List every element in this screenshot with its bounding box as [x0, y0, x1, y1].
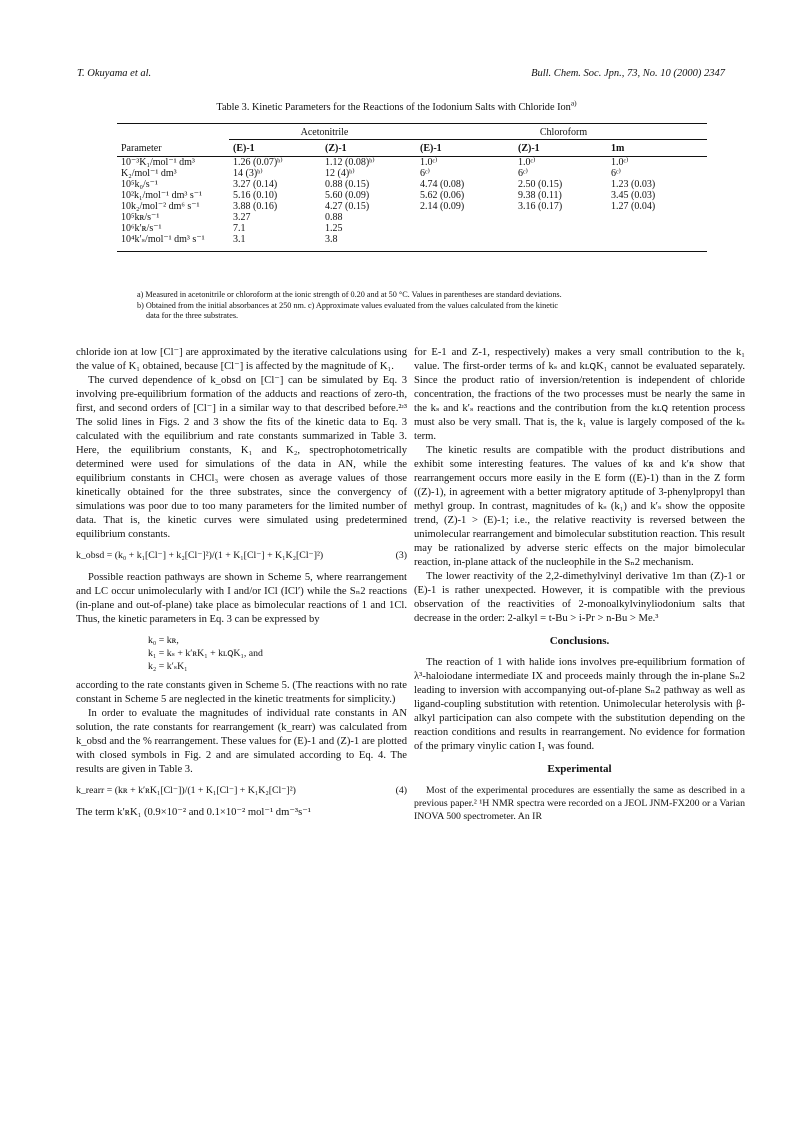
table-cell: 1.0ᶜ⁾	[420, 157, 438, 168]
table-cell: 0.88 (0.15)	[325, 179, 370, 190]
table-cell: 1.0ᶜ⁾	[518, 157, 536, 168]
paragraph: The lower reactivity of the 2,2-dimethylvinyl derivative 1m than (Z)-1 or (E)-1 is rather unexpected. However, it is compatible with the previous observation of the reactivities of 2-monoalkylvinyliodonium salts that decrease in the order: 2-alkyl = t-Bu > i-Pr > n-Bu > Me.³	[414, 571, 745, 624]
equation-4	[76, 784, 407, 798]
table-row	[117, 157, 707, 169]
table-cell: 7.1	[233, 223, 246, 234]
section-heading-experimental: Experimental	[547, 763, 612, 775]
table-cell: 1.26 (0.07)ᵇ⁾	[233, 157, 283, 168]
table-cell: 3.27	[233, 212, 251, 223]
header-1m-chcl3: 1m	[607, 140, 707, 157]
table-row	[117, 201, 707, 212]
table-cell: 2.14 (0.09)	[420, 201, 465, 212]
table-footnote-c-cont: data for the three substrates.	[146, 311, 239, 321]
group-chloroform: Chloroform	[416, 124, 707, 140]
paragraph: for E-1 and Z-1, respectively) makes a very small contribution to the k₁ value. The first-order terms of kₛ and kʟꞯK₁ cannot be evaluated separately. Since the product ratio of inversion/retention is independent of chloride concentration, the fractions of the two processes must be nearly the same in the kₛ and k′ₛ reactions and the contribution from the kʟꞯ retention process must also be very small. That is, the k₁ value is largely composed of the kₛ term.	[414, 347, 745, 442]
equation-k0: k₀ = kʀ,	[148, 635, 179, 646]
table-cell	[416, 234, 514, 245]
table-cell: 3.45 (0.03)	[611, 190, 656, 201]
table-cell: K₂/mol⁻¹ dm³	[121, 168, 177, 179]
running-header-journal: Bull. Chem. Soc. Jpn., 73, No. 10 (2000) 2347	[531, 68, 725, 79]
running-header-authors: T. Okuyama et al.	[77, 68, 152, 79]
table-cell: 10k₂/mol⁻² dm⁶ s⁻¹	[121, 201, 200, 212]
table-row	[117, 168, 707, 179]
table-footnote-bc: b) Obtained from the initial absorbances at 250 nm. c) Approximate values evaluated from the values calculated from the kinetic	[137, 300, 559, 310]
header-z1-chcl3: (Z)-1	[514, 140, 607, 157]
table-cell: 4.74 (0.08)	[420, 179, 465, 190]
table-cell: 3.16 (0.17)	[518, 201, 563, 212]
header-e1-chcl3: (E)-1	[416, 140, 514, 157]
table-cell: 3.1	[233, 234, 246, 245]
table-cell: 4.27 (0.15)	[325, 201, 370, 212]
paragraph: according to the rate constants given in Scheme 5. (The reactions with no rate constant in Scheme 5 are neglected in the kinetic treatments for simplicity.)	[76, 680, 407, 705]
table-cell	[607, 212, 707, 223]
equation-4-number: (4)	[395, 785, 407, 796]
paragraph: Most of the experimental procedures are essentially the same as described in a previous paper.² ¹H NMR spectra were recorded on a JEOL JNM-FX200 or a Varian INOVA 500 spectrometer. An IR	[414, 785, 745, 822]
table-caption-text: Table 3. Kinetic Parameters for the Reactions of the Iodonium Salts with Chloride Ion	[216, 102, 571, 113]
table-row	[117, 223, 707, 234]
table-cell: 5.60 (0.09)	[325, 190, 370, 201]
table-cell: 6ᶜ⁾	[611, 168, 622, 179]
table-cell: 2.50 (0.15)	[518, 179, 563, 190]
table-cell: 1.0ᶜ⁾	[611, 157, 629, 168]
table-cell: 10⁻³K₁/mol⁻¹ dm³	[121, 157, 195, 168]
equation-4-body: k_rearr = (kʀ + k′ʀK₁[Cl⁻])/(1 + K₁[Cl⁻] + K₁K₂[Cl⁻]²)	[76, 785, 296, 796]
table-footnote-a: a) Measured in acetonitrile or chloroform at the ionic strength of 0.20 and at 50 °C. Values in parentheses are standard deviations.	[137, 290, 562, 299]
table-caption-footnote-mark: a)	[570, 98, 577, 108]
paragraph: Possible reaction pathways are shown in Scheme 5, where rearrangement and LC occur unimolecularly with I and/or ICl (ICl′) while the Sₙ2 reactions (in-plane and out-of-plane) take place as bimolecular reactions of 1 and 1Cl. Thus, the kinetic parameters in Eq. 3 can be expressed by	[76, 572, 407, 625]
table-cell: 10⁵kʀ/s⁻¹	[121, 212, 160, 223]
table-cell: 0.88	[325, 212, 343, 223]
group-acetonitrile: Acetonitrile	[229, 124, 416, 140]
equation-3-body: k_obsd = (k₀ + k₁[Cl⁻] + k₂[Cl⁻]²)/(1 + K₁[Cl⁻] + K₁K₂[Cl⁻]²)	[76, 550, 324, 561]
table-row	[117, 212, 707, 223]
equation-k2: k₂ = k′ₛK₁	[148, 661, 188, 672]
rate-constant-equations	[148, 634, 407, 673]
paragraph: In order to evaluate the magnitudes of individual rate constants in AN solution, the rate constants for rearrangement (k_rearr) was calculated from k_obsd and the % rearrangement. These values for (E)-1 and (Z)-1 are plotted with closed symbols in Fig. 2 and are simulated according to Eq. 4. The results are given in Table 3.	[76, 708, 407, 775]
table-footnotes	[137, 290, 697, 322]
left-text-column	[76, 346, 407, 820]
table-row	[117, 190, 707, 201]
table-cell: 6ᶜ⁾	[518, 168, 529, 179]
table-cell: 5.16 (0.10)	[233, 190, 278, 201]
table-row	[117, 179, 707, 190]
table-cell: 3.27 (0.14)	[233, 179, 278, 190]
table-cell: 3.88 (0.16)	[233, 201, 278, 212]
paragraph: chloride ion at low [Cl⁻] are approximated by the iterative calculations using the value of K₁ obtained, because [Cl⁻] is affected by the magnitude of K₁.	[76, 347, 407, 372]
paragraph: The kinetic results are compatible with the product distributions and exhibit some interesting features. The values of kʀ and k′ʀ show that rearrangement occurs more easily in the E form ((E)-1) than in the Z form ((Z)-1), in agreement with a better migratory aptitude of 3-phenylpropyl than methyl group. In contrast, magnitudes of kₛ (k₁) and k′ₛ show the opposite trend, (Z)-1 > (E)-1; i.e., the relative reactivity is reversed between the unimolecular rearrangement and bimolecular substitution reaction. This result may be rationalized by adverse steric effects on the major bimolecular reaction, in-plane attack of the nucleophile in the Sₙ2 mechanism.	[414, 445, 745, 568]
paragraph: The reaction of 1 with halide ions involves pre-equilibrium formation of λ³-haloiodane intermediate IX and proceeds mainly through the in-plane Sₙ2 leading to inversion with accompanying out-of-plane Sₙ2 pathway as well as ligand-coupling substitution with retention. Unimolecular heterolysis with β-alkyl participation can also compete with the substitution depending on the reaction conditions and results in rearrangement. No evidence for formation of the primary vinylic cation I₁ was found.	[414, 657, 745, 752]
paragraph: The curved dependence of k_obsd on [Cl⁻] can be simulated by Eq. 3 involving pre-equilibrium formation of the adducts and reactions of zero-th, first, and second orders of [Cl⁻] in a similar way to that described before.²ʴ³ The solid lines in Figs. 2 and 3 show the fits of the kinetic data to Eq. 3 calculated with the equilibrium and rate constants summarized in Table 3. Here, the equilibrium constants, K₁ and K₂, spectrophotometrically determined were used for simulations of the data in AN, while the equilibrium constants in CHCl₃ were chosen as average values of those kinetically obtained for the three substrates, since the convergency of simulations was poor due to too many parameters for the limited number of data. That is, the kinetic curves were simulated using predetermined equilibrium constants.	[76, 375, 407, 540]
table-caption	[0, 98, 793, 113]
table-cell: 10⁶k′ʀ/s⁻¹	[121, 223, 162, 234]
table-cell: 12 (4)ᵇ⁾	[325, 168, 355, 179]
header-parameter: Parameter	[117, 140, 229, 157]
table-cell: 6ᶜ⁾	[420, 168, 431, 179]
header-e1-an: (E)-1	[229, 140, 321, 157]
table-cell: 3.8	[325, 234, 338, 245]
table-cell	[607, 223, 707, 234]
equation-3	[76, 549, 407, 563]
table-cell	[514, 223, 607, 234]
table-cell: 10²k₁/mol⁻¹ dm³ s⁻¹	[121, 190, 203, 201]
table-cell: 1.27 (0.04)	[611, 201, 656, 212]
table-cell	[416, 212, 514, 223]
table-cell: 1.12 (0.08)ᵇ⁾	[325, 157, 375, 168]
header-z1-an: (Z)-1	[321, 140, 416, 157]
table-cell: 10⁵k₀/s⁻¹	[121, 179, 158, 190]
equation-3-number: (3)	[395, 550, 407, 561]
table-cell: 1.23 (0.03)	[611, 179, 656, 190]
table-cell: 5.62 (0.06)	[420, 190, 465, 201]
table-cell: 1.25	[325, 223, 343, 234]
table-cell	[416, 223, 514, 234]
paragraph: The term k′ʀK₁ (0.9×10⁻² and 0.1×10⁻² mol⁻¹ dm⁻³s⁻¹	[76, 807, 311, 818]
kinetic-parameters-table	[117, 123, 707, 252]
table-cell	[514, 234, 607, 245]
equation-k1: k₁ = kₛ + k′ʀK₁ + kʟꞯK₁, and	[148, 648, 263, 659]
table-cell: 14 (3)ᵇ⁾	[233, 168, 263, 179]
right-text-column	[414, 346, 745, 823]
section-heading-conclusions: Conclusions.	[549, 635, 610, 647]
table-cell	[607, 234, 707, 245]
table-cell	[514, 212, 607, 223]
table-group-header-row	[117, 124, 707, 140]
table-cell: 10⁴k′ₛ/mol⁻¹ dm³ s⁻¹	[121, 234, 205, 245]
table-header-row	[117, 140, 707, 157]
table-cell: 9.38 (0.11)	[518, 190, 562, 201]
table-row	[117, 234, 707, 245]
